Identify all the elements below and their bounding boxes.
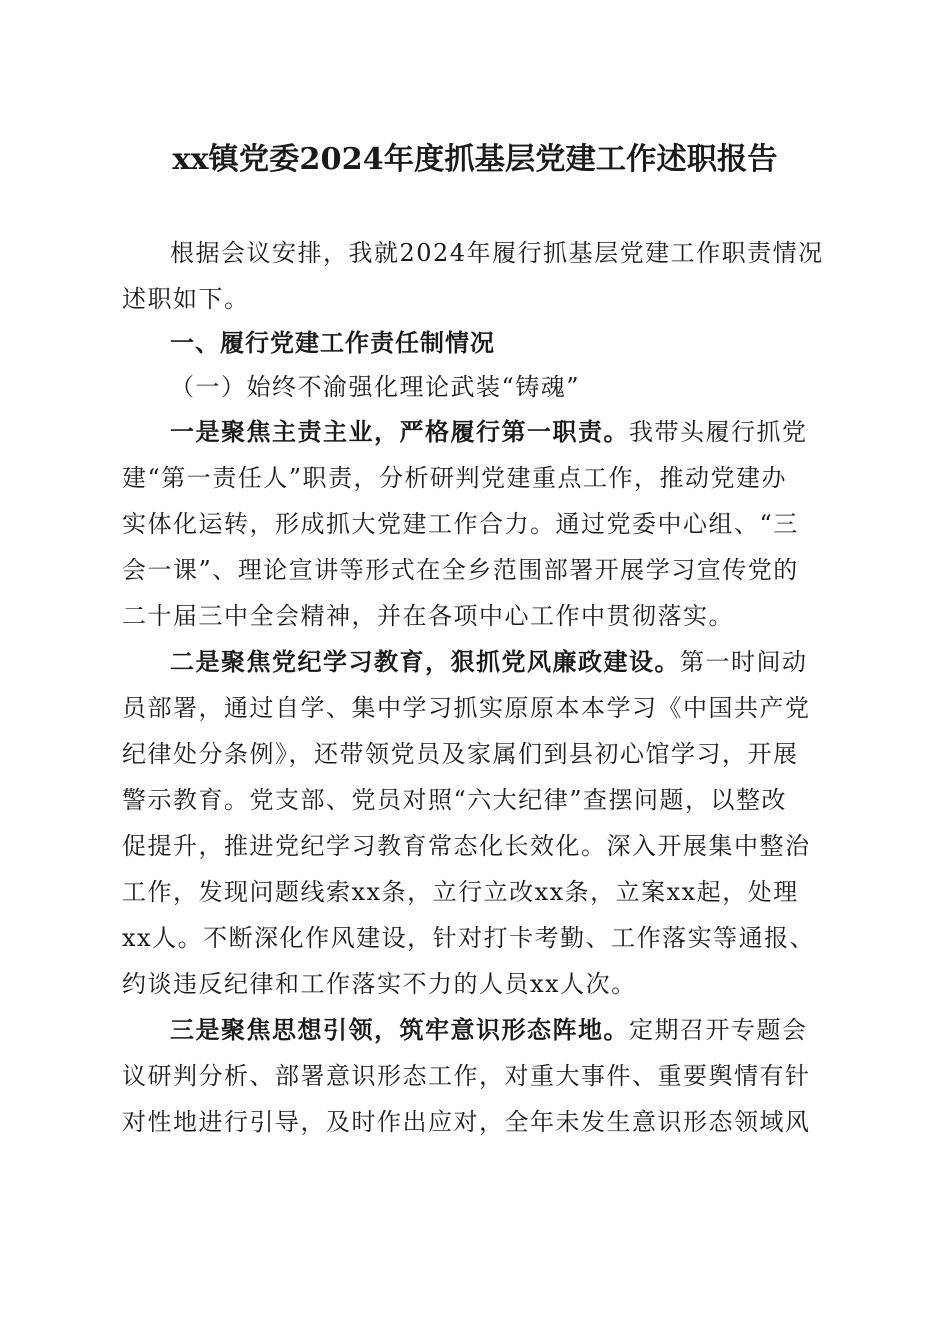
para2-line-3: 纪律处分条例》，还带领党员及家属们到县初心馆学习，开展 [122,740,799,768]
para1-line-3: 实体化运转，形成抓大党建工作合力。通过党委中心组、“三 [122,510,799,538]
para1-line-4: 会一课”、理论宣讲等形式在全乡范围部署开展学习宣传党的 [122,556,799,584]
para1-line-2: 建“第一责任人”职责，分析研判党建重点工作，推动党建办 [122,464,788,492]
para2-line-8: 约谈违反纪律和工作落实不力的人员xx人次。 [122,970,637,998]
para2-line-6: 工作，发现问题线索xx条，立行立改xx条，立案xx起，处理 [122,878,799,906]
para1-line1-rest: 我带头履行抓党 [629,418,808,446]
para3-line-2: 议研判分析、部署意识形态工作，对重大事件、重要舆情有针 [122,1062,811,1090]
para3-line-3: 对性地进行引导，及时作出应对，全年未发生意识形态领域风 [122,1108,811,1136]
para3-line1-rest: 定期召开专题会 [629,1016,808,1044]
para2-lead: 二是聚焦党纪学习教育，狠抓党风廉政建设。 [170,647,680,676]
section-heading-1: 一、履行党建工作责任制情况 [170,329,495,357]
para2-line-4: 警示教育。党支部、党员对照“六大纪律”查摆问题，以整改 [122,786,788,814]
document-title: xx镇党委2024年度抓基层党建工作述职报告 [172,142,778,177]
para1-line-5: 二十届三中全会精神，并在各项中心工作中贯彻落实。 [122,602,734,630]
para3-line-1 [170,1013,808,1047]
intro-line-2: 述职如下。 [122,285,250,313]
subsection-heading-1: （一）始终不渝强化理论武装“铸魂” [170,373,581,401]
para3-lead: 三是聚焦思想引领，筑牢意识形态阵地。 [170,1015,629,1044]
para2-line-1 [170,645,808,679]
para2-line-5: 促提升，推进党纪学习教育常态化长效化。深入开展集中整治 [122,832,811,860]
para2-line1-rest: 第一时间动 [680,648,808,676]
para1-line-1 [170,415,808,449]
para2-line-7: xx人。不断深化作风建设，针对打卡考勤、工作落实等通报、 [122,924,816,952]
intro-line-1: 根据会议安排，我就2024年履行抓基层党建工作职责情况 [170,239,824,267]
para2-line-2: 员部署，通过自学、集中学习抓实原原本本学习《中国共产党 [122,694,811,722]
para1-lead: 一是聚焦主责主业，严格履行第一职责。 [170,417,629,446]
